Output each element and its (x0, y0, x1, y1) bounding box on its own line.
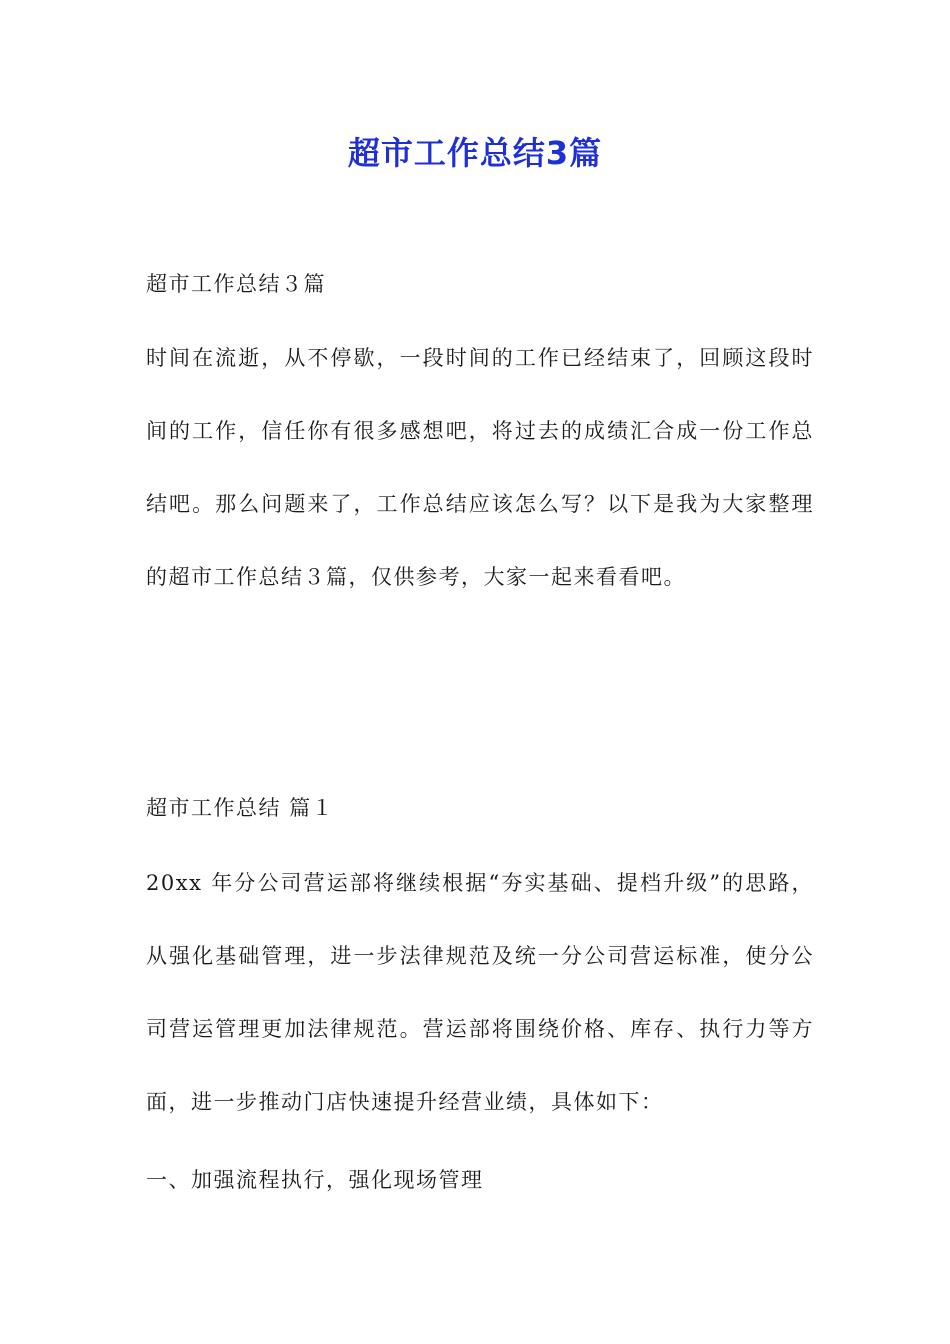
intro-paragraph: 时间在流逝，从不停歇，一段时间的工作已经结束了，回顾这段时间的工作，信任你有很多感想吧，将过去的成绩汇合成一份工作总结吧。那么问题来了，工作总结应该怎么写？以下是我为大家整理的超市工作总结３篇，仅供参考，大家一起来看看吧。 (146, 346, 814, 589)
section-1-heading: 超市工作总结 篇１ (146, 796, 335, 820)
document-title: 超市工作总结3篇 (347, 134, 603, 172)
section-1-paragraph: 20xx 年分公司营运部将继续根据“夯实基础、提档升级”的思路，从强化基础管理，进一步法律规范及统一分公司营运标准，使分公司营运管理更加法律规范。营运部将围绕价格、库存、执行力等方面，进一步推动门店快速提升经营业绩，具体如下： (146, 871, 814, 1114)
section-1-item-1: 一、加强流程执行，强化现场管理 (146, 1168, 484, 1192)
subtitle: 超市工作总结３篇 (146, 272, 326, 296)
